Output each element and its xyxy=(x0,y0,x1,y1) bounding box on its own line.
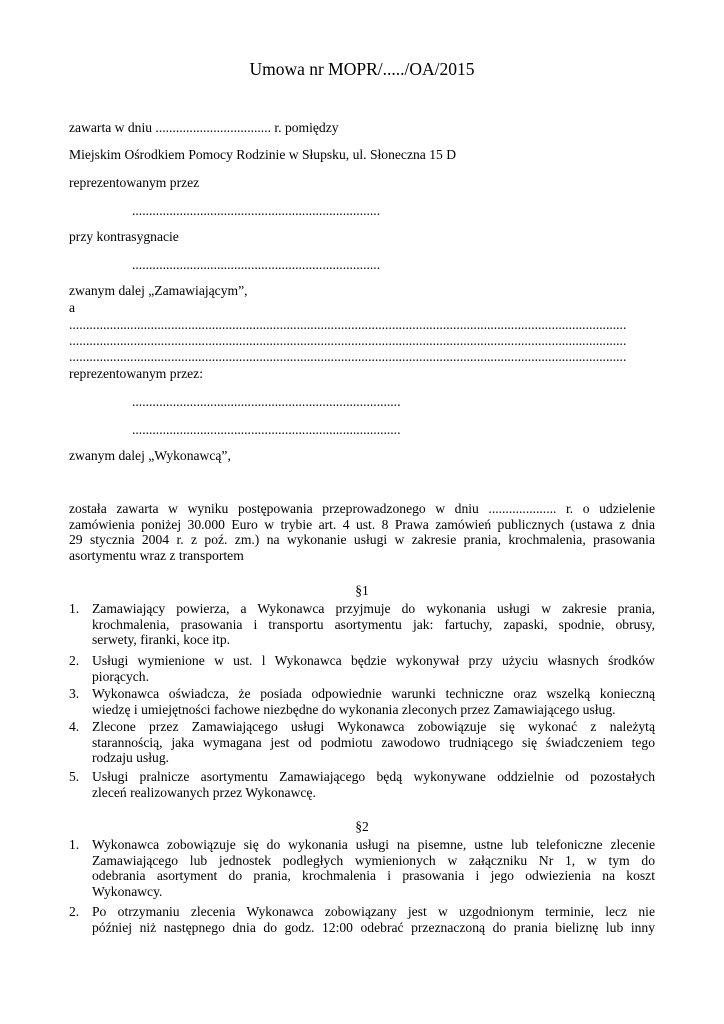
ordering-party-alias: zwanym dalej „Zamawiającym”, xyxy=(69,283,248,298)
preamble-line: zamówienia poniżej 30.000 Euro w trybie art. 4 ust. 8 Prawa zamówień publicznych (ustawa z dnia xyxy=(69,516,655,532)
preamble-paragraph xyxy=(69,501,655,563)
contract-date-line: zawarta w dniu .................................. r. pomiędzy xyxy=(69,120,339,135)
and-conjunction: a xyxy=(69,300,76,315)
item-line: Wykonawca oświadcza, że posiada odpowiednie warunki techniczne oraz wszelką konieczną xyxy=(92,686,655,701)
item-line: Wykonawcy. xyxy=(92,883,163,899)
item-line: krochmalenia, prasowania i transportu asortymentu jak: fartuchy, zapaski, spodnie, obrusy, xyxy=(92,616,655,632)
preamble-line: została zawarta w wyniku postępowania przeprowadzonego w dniu .................... r. o udzielenie xyxy=(69,501,655,516)
item-line: Po otrzymaniu zlecenia Wykonawca zobowiązany jest w uzgodnionym terminie, lecz nie xyxy=(92,904,655,919)
document-title: Umowa nr MOPR/...../OA/2015 xyxy=(249,59,475,79)
item-line: serwety, firanki, koce itp. xyxy=(92,632,231,648)
item-line: piorących. xyxy=(92,668,149,684)
item-line: Usługi wymienione w ust. l Wykonawca będzie wykonywał przy użyciu własnych środków xyxy=(92,653,655,668)
item-line: odebrania asortyment do prania, krochmalenia i prasowania i jego odwiezienia na koszt xyxy=(92,868,655,884)
item-line: Zamawiającego lub jednostek podległych wymienionych w załączniku Nr 1, w tym do xyxy=(92,852,655,868)
item-number: 2. xyxy=(69,653,80,668)
item-line: później niż następnego dnia do godz. 12:00 odebrać przeznaczoną do prania bieliznę lub inny xyxy=(92,919,655,935)
representative-blank: ......................................................................... xyxy=(132,203,381,218)
item-line: zleceń realizowanych przez Wykonawcę. xyxy=(92,784,316,800)
item-line: rodzaju usług. xyxy=(92,750,170,766)
item-line: wiedzę i umiejętności fachowe niezbędne do wykonania zleconych przez Zamawiającego usług. xyxy=(92,701,616,717)
item-line: Wykonawca zobowiązuje się do wykonania usługi na pisemne, ustne lub telefoniczne zlecenie xyxy=(92,837,655,852)
countersign-label: przy kontrasygnacie xyxy=(69,229,179,244)
item-line: Zamawiający powierza, a Wykonawca przyjmuje do wykonania usługi w zakresie prania, xyxy=(92,601,655,616)
preamble-line: asortymentu wraz z transportem xyxy=(69,547,244,563)
item-line: starannością, jaka wymagana jest od podmiotu zawodowo trudniącego się świadczeniem tego xyxy=(92,734,655,750)
section-heading-2: §2 xyxy=(355,819,369,834)
contractor-blank-3: .................................................................................................................................................................... xyxy=(69,349,627,364)
represented-by-label: reprezentowanym przez xyxy=(69,175,200,190)
countersign-blank: ......................................................................... xyxy=(132,257,381,272)
contractor-blank-1: .................................................................................................................................................................... xyxy=(69,317,627,332)
item-number: 5. xyxy=(69,769,80,784)
contractor-alias: zwanym dalej „Wykonawcą”, xyxy=(69,448,231,463)
item-number: 1. xyxy=(69,837,80,852)
item-line: Usługi pralnicze asortymentu Zamawiającego będą wykonywane oddzielnie od pozostałych xyxy=(92,769,655,784)
item-number: 2. xyxy=(69,904,80,919)
contractor-representative-blank-1: ............................................................................... xyxy=(132,394,401,409)
preamble-line: 29 stycznia 2004 r. z poź. zm.) na wykonanie usługi w zakresie prania, krochmalenia, prasowania xyxy=(69,532,655,548)
item-number: 1. xyxy=(69,601,80,616)
represented-by-label-2: reprezentowanym przez: xyxy=(69,366,203,381)
item-line: Zlecone przez Zamawiającego usługi Wykonawca zobowiązuje się wykonać z należytą xyxy=(92,719,655,734)
contractor-blank-2: .................................................................................................................................................................... xyxy=(69,333,627,348)
ordering-party-name: Miejskim Ośrodkiem Pomocy Rodzinie w Słupsku, ul. Słoneczna 15 D xyxy=(69,147,457,162)
section-heading-1: §1 xyxy=(355,583,369,598)
contractor-representative-blank-2: ............................................................................... xyxy=(132,422,401,437)
item-number: 3. xyxy=(69,686,80,701)
item-number: 4. xyxy=(69,719,80,734)
